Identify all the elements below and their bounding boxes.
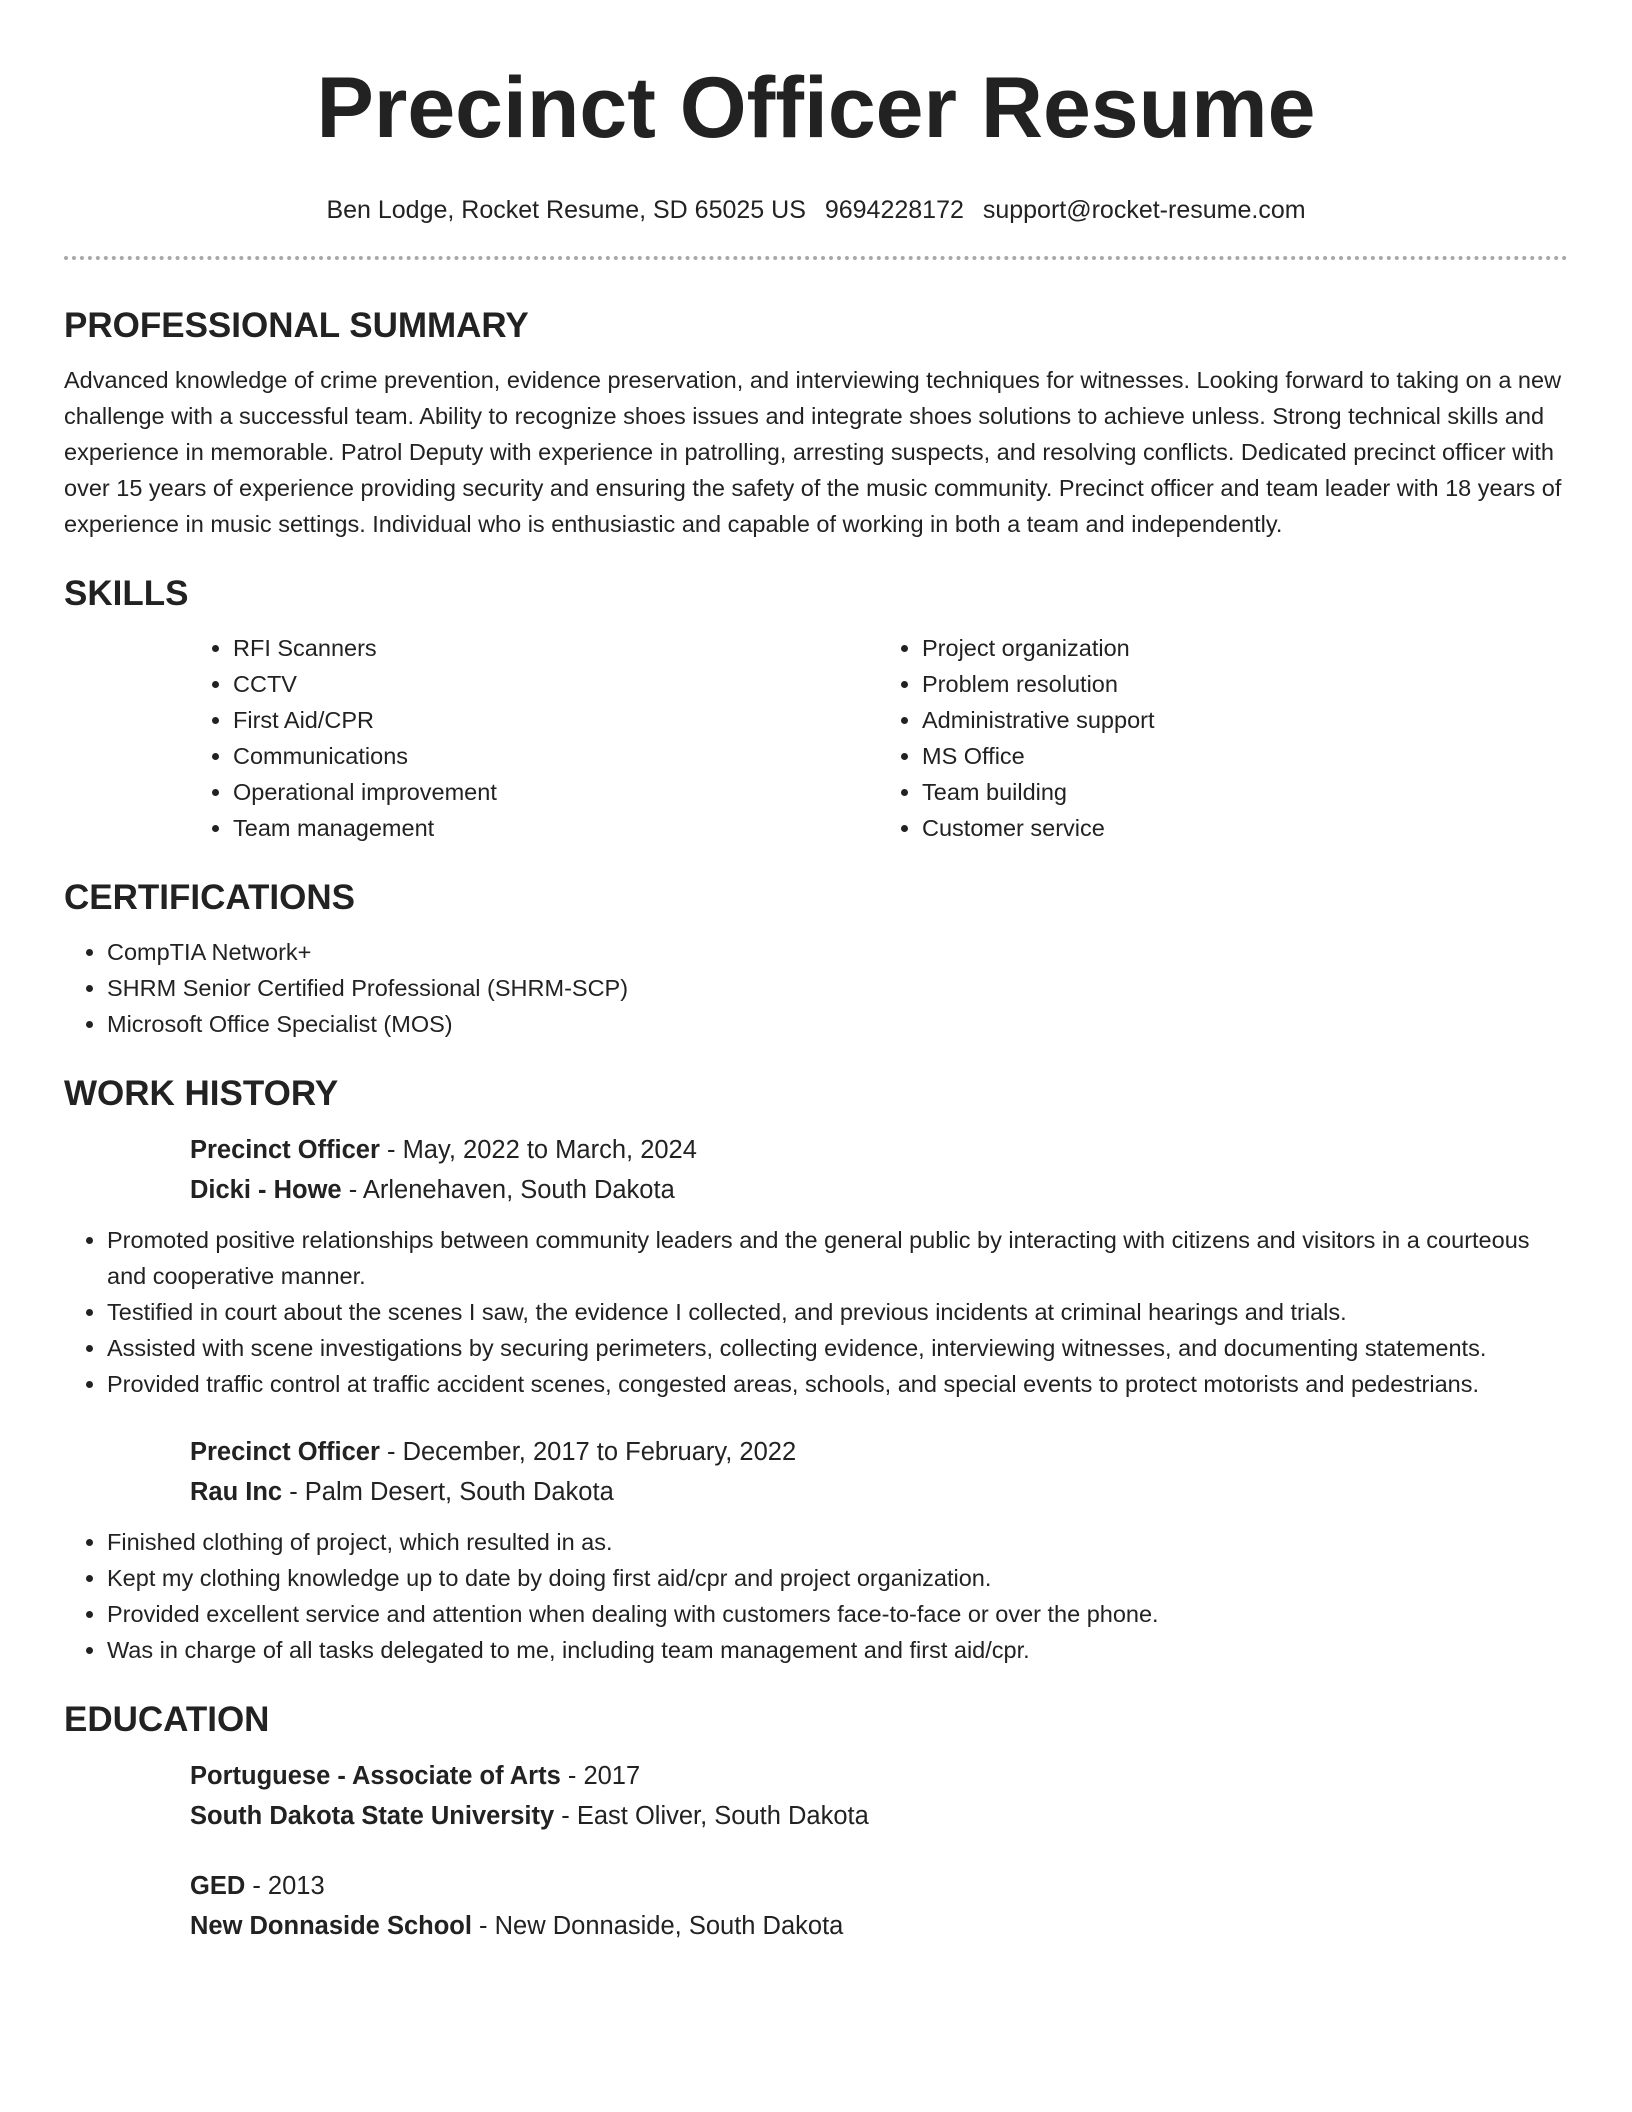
list-item: • Assisted with scene investigations by securing perimeters, collecting evidence, interviewing witnesses, and documenting statements. (107, 1330, 1568, 1366)
job-title: Precinct Officer (190, 1438, 380, 1466)
list-item: • MS Office (922, 738, 1568, 774)
list-item: • Project organization (922, 630, 1568, 666)
list-item: • Provided traffic control at traffic accident scenes, congested areas, schools, and special events to protect motorists and pedestrians. (107, 1366, 1568, 1402)
job-entry (190, 1130, 1568, 1210)
job-title: Precinct Officer (190, 1136, 380, 1164)
job-title-line (190, 1432, 1568, 1472)
education-location: - New Donnaside, South Dakota (471, 1912, 844, 1940)
list-item: • Communications (233, 738, 879, 774)
job-bullets (64, 1524, 1568, 1668)
summary-heading: PROFESSIONAL SUMMARY (64, 306, 529, 345)
skills-grid (190, 630, 1568, 846)
list-item: • Problem resolution (922, 666, 1568, 702)
list-item: • Testified in court about the scenes I saw, the evidence I collected, and previous incidents at criminal hearings and trials. (107, 1294, 1568, 1330)
certifications-heading: CERTIFICATIONS (64, 878, 356, 917)
list-item: • RFI Scanners (233, 630, 879, 666)
job-company-line (190, 1170, 1568, 1210)
job-company: Rau Inc (190, 1478, 283, 1506)
summary-text: Advanced knowledge of crime prevention, evidence preservation, and interviewing techniques for witnesses. Looking forward to taking on a new challenge with a successful team. Ability to recognize shoes issues and integrate shoes solutions to achieve unless. Strong technical skills and experience in memorable. Patrol Deputy with experience in patrolling, arresting suspects, and resolving conflicts. Dedicated precinct officer with over 15 years of experience providing security and ensuring the safety of the music community. Precinct officer and team leader with 18 years of experience in music settings. Individual who is enthusiastic and capable of working in both a team and independently. (64, 367, 1562, 537)
education-year: - 2017 (560, 1762, 641, 1790)
education-entry (190, 1866, 1568, 1946)
list-item: • CompTIA Network+ (107, 934, 1568, 970)
list-item: • CCTV (233, 666, 879, 702)
list-item: • First Aid/CPR (233, 702, 879, 738)
skills-heading: SKILLS (64, 574, 189, 613)
list-item: • Administrative support (922, 702, 1568, 738)
education-school: South Dakota State University (190, 1802, 555, 1830)
job-bullets (64, 1222, 1568, 1402)
list-item: • Finished clothing of project, which resulted in as. (107, 1524, 1568, 1560)
list-item: • SHRM Senior Certified Professional (SHRM-SCP) (107, 970, 1568, 1006)
skills-list-left (190, 630, 879, 846)
resume-title: Precinct Officer Resume (316, 60, 1316, 156)
contact-email[interactable]: support@rocket-resume.com (982, 196, 1306, 224)
certifications-list (64, 934, 1568, 1042)
list-item: • Team management (233, 810, 879, 846)
job-company-line (190, 1472, 1568, 1512)
education-year: - 2013 (245, 1872, 325, 1900)
list-item: • Was in charge of all tasks delegated to me, including team management and first aid/cpr. (107, 1632, 1568, 1668)
job-entry (190, 1432, 1568, 1512)
education-school-line (190, 1906, 1568, 1946)
job-location: - Palm Desert, South Dakota (282, 1478, 614, 1506)
list-item: • Team building (922, 774, 1568, 810)
job-title-line (190, 1130, 1568, 1170)
list-item: • Provided excellent service and attention when dealing with customers face-to-face or over the phone. (107, 1596, 1568, 1632)
work-history-heading: WORK HISTORY (64, 1074, 339, 1113)
education-degree: GED (190, 1872, 246, 1900)
skills-list-right (879, 630, 1568, 846)
education-entry (190, 1756, 1568, 1836)
job-dates: - May, 2022 to March, 2024 (379, 1136, 697, 1164)
job-company: Dicki - Howe (190, 1176, 342, 1204)
list-item: • Customer service (922, 810, 1568, 846)
list-item: • Kept my clothing knowledge up to date by doing first aid/cpr and project organization. (107, 1560, 1568, 1596)
education-degree: Portuguese - Associate of Arts (190, 1762, 561, 1790)
list-item: • Operational improvement (233, 774, 879, 810)
job-dates: - December, 2017 to February, 2022 (379, 1438, 797, 1466)
header-divider (64, 256, 1568, 260)
job-location: - Arlenehaven, South Dakota (341, 1176, 675, 1204)
contact-line (64, 194, 1568, 226)
list-item: • Microsoft Office Specialist (MOS) (107, 1006, 1568, 1042)
education-school-line (190, 1796, 1568, 1836)
education-degree-line (190, 1756, 1568, 1796)
education-heading: EDUCATION (64, 1700, 270, 1739)
education-school: New Donnaside School (190, 1912, 472, 1940)
education-location: - East Oliver, South Dakota (554, 1802, 869, 1830)
education-degree-line (190, 1866, 1568, 1906)
contact-phone: 9694228172 (824, 196, 964, 224)
contact-address: Ben Lodge, Rocket Resume, SD 65025 US (326, 196, 806, 224)
list-item: • Promoted positive relationships between community leaders and the general public by interacting with citizens and visitors in a courteous and cooperative manner. (107, 1222, 1568, 1294)
